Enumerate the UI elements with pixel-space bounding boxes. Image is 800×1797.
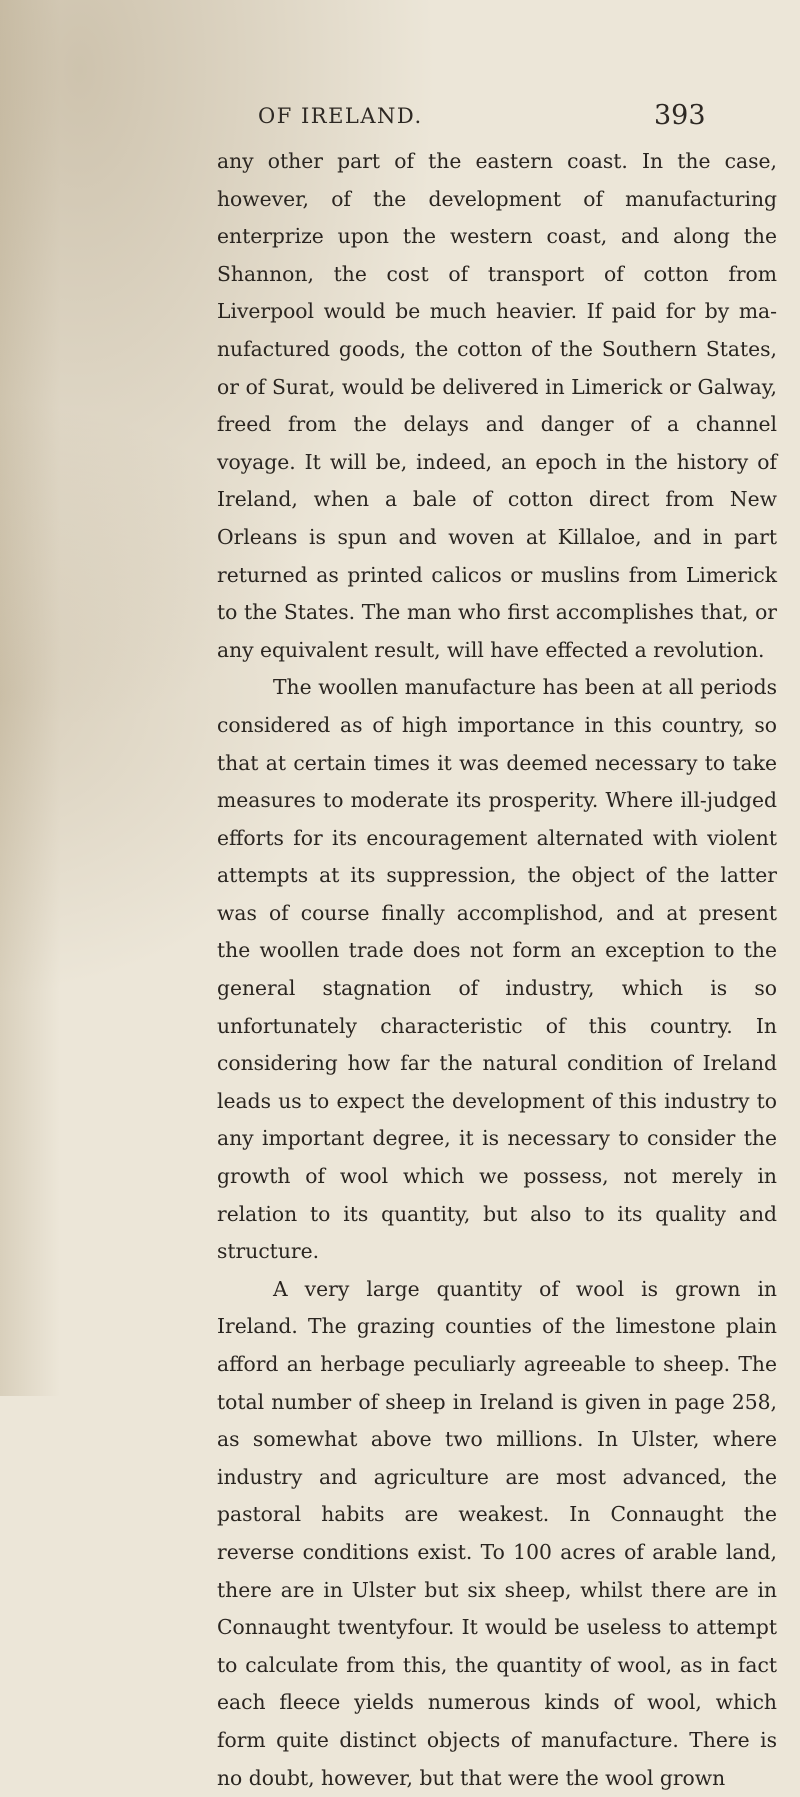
running-head: OF IRELAND.: [258, 104, 423, 128]
body-text: [217, 143, 777, 1797]
paragraph-cotton-transport: any other part of the eastern coast. In the case, however, of the development of manufacturing enterprize upon the western coast, and along the Shannon, the cost of transport of cotton from Liverpool would be much heavier. If paid for by manufactured goods, the cotton of the Southern States, or of Surat, would be delivered in Limerick or Galway, freed from the delays and danger of a channel voyage. It will be, indeed, an epoch in the history of Ireland, when a bale of cotton direct from New Orleans is spun and woven at Killaloe, and in part returned as printed calicos or muslins from Limerick to the States. The man who first accomplishes that, or any equivalent result, will have effected a revolution.: [217, 149, 777, 662]
paragraph-woollen-manufacture: The woollen manufacture has been at all periods considered as of high importance in this country, so that at certain times it was deemed necessary to take measures to moderate its prosperity. Where ill-judged efforts for its encouragement alternated with violent attempts at its suppression, the object of the latter was of course finally accomplishod, and at present the woollen trade does not form an exception to the general stagnation of industry, which is so unfortunately characteristic of this country. In considering how far the natural condition of Ireland leads us to expect the development of this industry to any important degree, it is necessary to consider the growth of wool which we possess, not merely in relation to its quantity, but also to its quality and structure.: [217, 675, 777, 1264]
page-header: [0, 100, 800, 144]
page-number: 393: [654, 100, 706, 131]
paragraph-wool-quantity: A very large quantity of wool is grown in Ireland. The grazing counties of the limestone plain afford an herbage peculiarly agreeable to sheep. The total number of sheep in Ireland is given in page 258, as somewhat above two millions. In Ulster, where industry and agriculture are most advanced, the pastoral habits are weakest. In Connaught the reverse conditions exist. To 100 acres of arable land, there are in Ulster but six sheep, whilst there are in Connaught twentyfour. It would be useless to attempt to calculate from this, the quantity of wool, as in fact each fleece yields numerous kinds of wool, which form quite distinct objects of manufacture. There is no doubt, however, but that were the wool grown: [217, 1276, 777, 1790]
